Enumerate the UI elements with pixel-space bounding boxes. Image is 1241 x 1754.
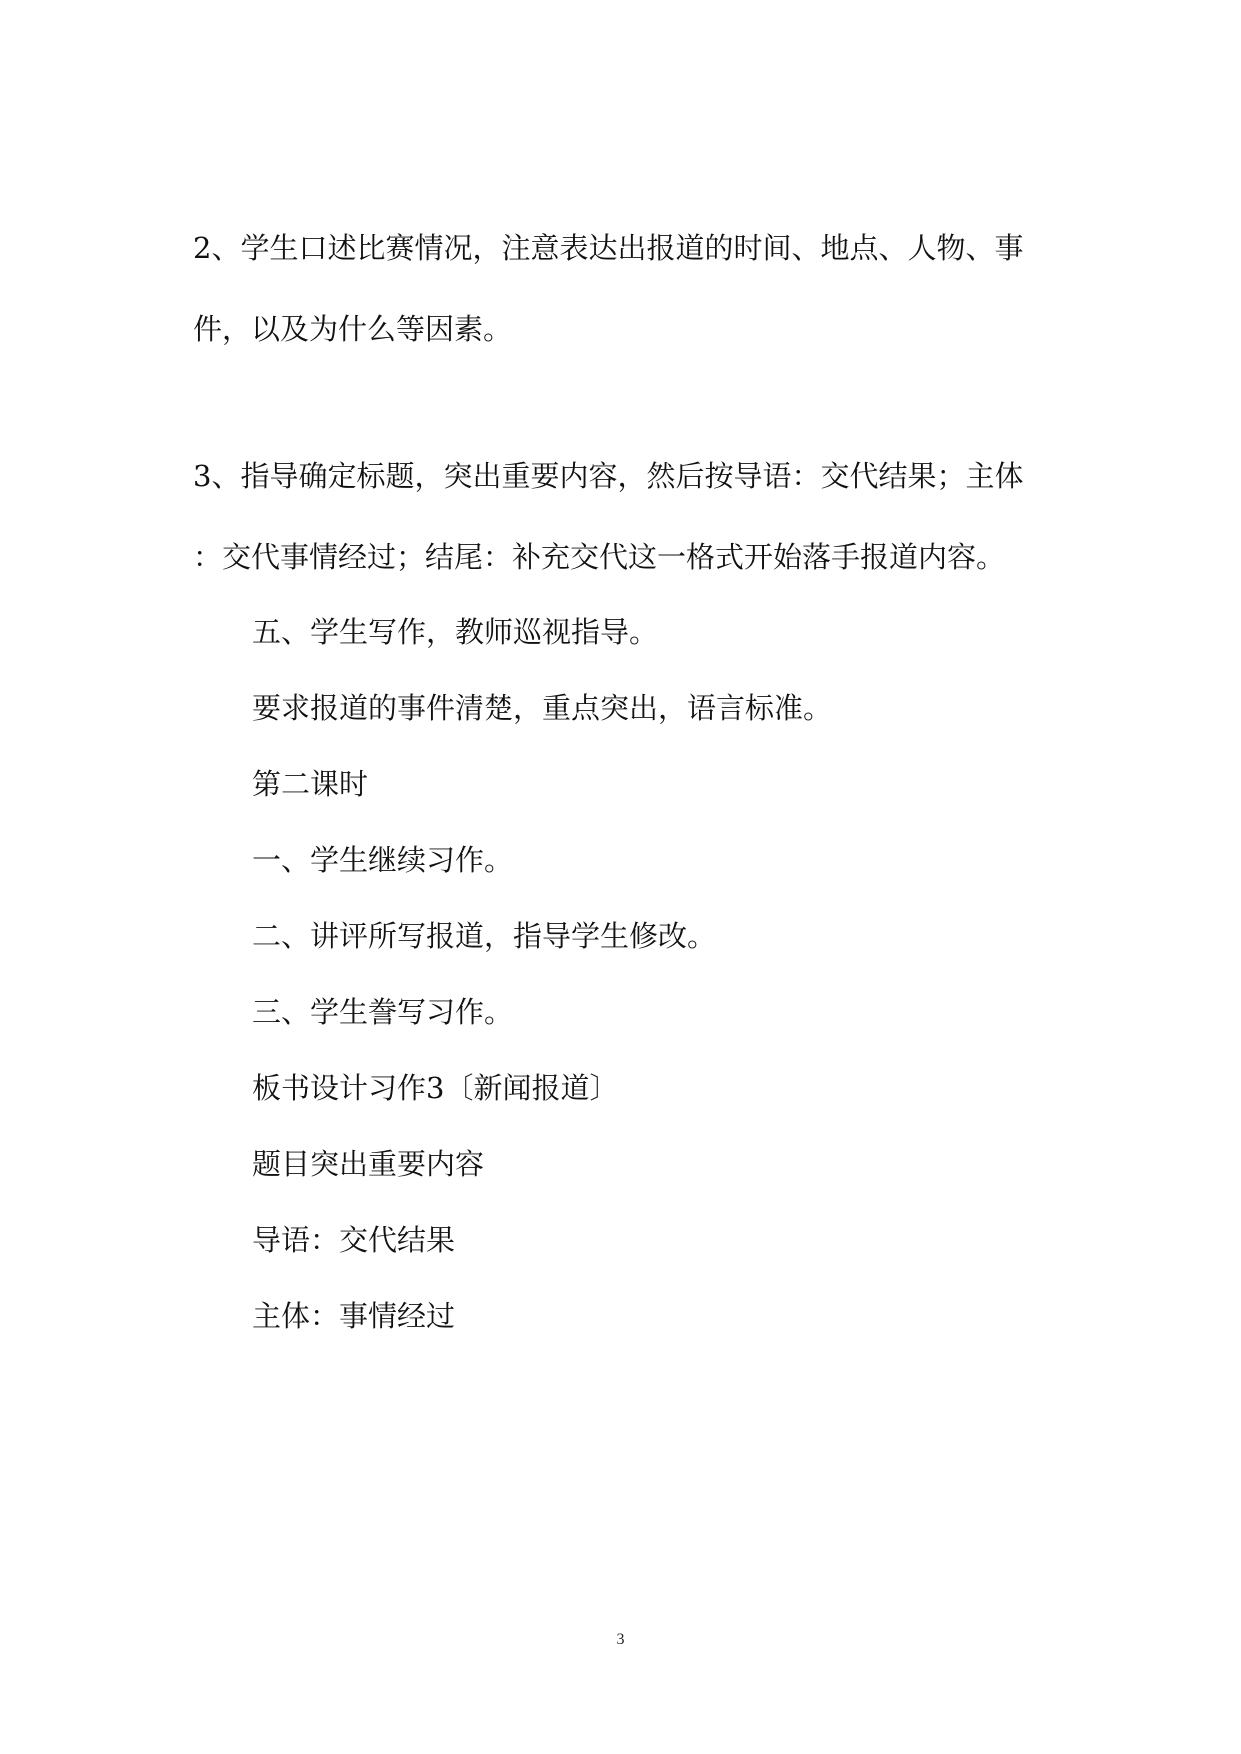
lesson-step-three-line: 三、学生誊写习作。 bbox=[252, 995, 514, 1029]
title-instruction-line: 题目突出重要内容 bbox=[252, 1147, 485, 1181]
second-lesson-heading: 第二课时 bbox=[252, 767, 369, 801]
lesson-step-one-line: 一、学生继续习作。 bbox=[252, 843, 514, 877]
step-five-line: 五、学生写作，教师巡视指导。 bbox=[252, 615, 659, 649]
body-instruction-line: 主体：事情经过 bbox=[252, 1299, 456, 1333]
paragraph-2-line-2: 件，以及为什么等因素。 bbox=[193, 312, 513, 346]
board-design-title: 板书设计习作3〔新闻报道〕 bbox=[252, 1071, 619, 1105]
lesson-step-two-line: 二、讲评所写报道，指导学生修改。 bbox=[252, 919, 717, 953]
requirements-line: 要求报道的事件清楚，重点突出，语言标准。 bbox=[252, 691, 833, 725]
paragraph-3-line-2: ：交代事情经过；结尾：补充交代这一格式开始落手报道内容。 bbox=[193, 540, 1006, 574]
paragraph-2-line-1: 2、学生口述比赛情况，注意表达出报道的时间、地点、人物、事 bbox=[193, 231, 1024, 265]
paragraph-3-line-1: 3、指导确定标题，突出重要内容，然后按导语：交代结果；主体 bbox=[193, 459, 1024, 493]
lead-instruction-line: 导语：交代结果 bbox=[252, 1223, 456, 1257]
page-number: 3 bbox=[616, 1631, 625, 1648]
